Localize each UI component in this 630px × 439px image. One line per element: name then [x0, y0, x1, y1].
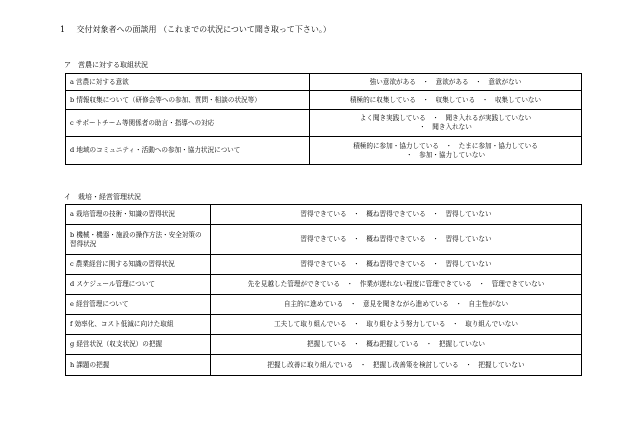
row-options: 習得できている ・ 概ね習得できている ・ 習得していない [211, 205, 582, 225]
table-row [66, 110, 582, 137]
table-row [66, 225, 582, 255]
table-row [66, 335, 582, 355]
table-row [66, 255, 582, 275]
option-text: ・ 聞き入れない [419, 123, 472, 131]
row-label: e 経営管理について [66, 295, 211, 315]
page-title [60, 24, 331, 35]
row-label: b 機械・機器・施設の操作方法・安全対策の習得状況 [66, 225, 211, 255]
table-row [66, 275, 582, 295]
row-options [310, 110, 582, 137]
row-options: 習得できている ・ 概ね習得できている ・ 習得していない [211, 225, 582, 255]
table-row [66, 355, 582, 376]
row-label: f 効率化、コスト低減に向けた取組 [66, 315, 211, 335]
table-row [66, 137, 582, 165]
row-label: a 栽培管理の技術・知識の習得状況 [66, 205, 211, 225]
option-text: 積極的に参加・協力している ・ たまに参加・協力している [353, 141, 538, 150]
row-label: c サポートチーム等関係者の助言・指導への対応 [66, 110, 310, 137]
title-text: 交付対象者への面談用 （これまでの状況について聞き取って下さい。） [76, 25, 331, 34]
option-text: よく聞き実践している ・ 聞き入れるが実践していない [359, 114, 532, 122]
option-text: 積極的に収集している ・ 収集している ・ 収集していない [349, 95, 542, 104]
section-b-heading: イ 栽培・経営管理状況 [64, 193, 141, 201]
section-a-heading: ア 営農に対する取組状況 [64, 61, 148, 69]
title-number: 1 [60, 25, 66, 34]
row-options: 把握し改善に取り組んでいる ・ 把握し改善策を検討している ・ 把握していない [211, 355, 582, 376]
section-a-table [65, 73, 582, 165]
row-label: g 経営状況（収支状況）の把握 [66, 335, 211, 355]
section-b-table [65, 204, 582, 376]
row-options [310, 91, 582, 110]
row-label: d 地域のコミュニティ・活動への参加・協力状況について [66, 137, 310, 165]
row-options: 自主的に進めている ・ 意見を聞きながら進めている ・ 自主性がない [211, 295, 582, 315]
table-row [66, 74, 582, 91]
option-text: ・ 参加・協力していない [405, 150, 486, 159]
row-options: 先を見越した管理ができている ・ 作業が遅れない程度に管理できている ・ 管理できていない [211, 275, 582, 295]
row-options: 工夫して取り組んでいる ・ 取り組むよう努力している ・ 取り組んでいない [211, 315, 582, 335]
row-options [310, 137, 582, 165]
row-label: d スケジュール管理について [66, 275, 211, 295]
row-options: 把握している ・ 概ね把握している ・ 把握していない [211, 335, 582, 355]
table-row [66, 91, 582, 110]
row-options [310, 74, 582, 91]
row-options: 習得できている ・ 概ね習得できている ・ 習得していない [211, 255, 582, 275]
row-label: a 営農に対する意欲 [66, 74, 310, 91]
row-label: b 情報収集について（研修会等への参加、質問・相談の状況等） [66, 91, 310, 110]
option-text: 強い意欲がある ・ 意欲がある ・ 意欲がない [369, 77, 522, 86]
row-label: c 農業経営に関する知識の習得状況 [66, 255, 211, 275]
table-row [66, 315, 582, 335]
table-row [66, 295, 582, 315]
row-label: h 課題の把握 [66, 355, 211, 376]
table-row [66, 205, 582, 225]
